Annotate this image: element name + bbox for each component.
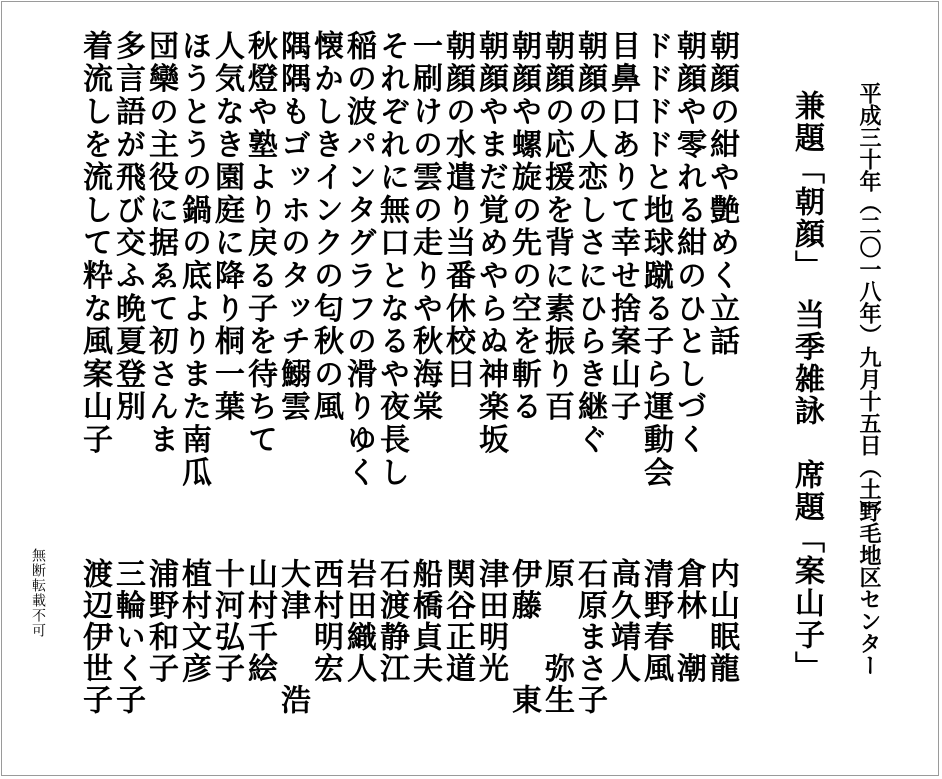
author-name: 関谷正道 — [440, 558, 475, 684]
author-name: 大津 浩 — [275, 558, 310, 716]
haiku-text: 一刷けの雲の走りや秋海棠 — [407, 30, 442, 424]
haiku-text: ほうとうの鍋の底よりまた南瓜 — [176, 30, 211, 490]
author-name: 浦野和子 — [143, 558, 178, 684]
haiku-text: 朝顔の紺や艶めく立話 — [704, 30, 739, 358]
haiku-text: 朝顔の応援を背に素振り百 — [539, 30, 574, 424]
haiku-text: 稲の波パンタグラフの滑りゆく — [341, 30, 376, 490]
haiku-text: 団欒の主役に据ゑて初さんま — [143, 30, 178, 457]
author-name: 岩田織人 — [341, 558, 376, 684]
haiku-text: 人気なき園庭に降り桐一葉 — [209, 30, 244, 424]
author-name: 石原まさ子 — [572, 558, 607, 716]
haiku-text: 隅隅もゴッホのタッチ鰯雲 — [275, 30, 310, 424]
haiku-text: それぞれに無口となるや夜長し — [374, 30, 409, 490]
author-name: 内山眠龍 — [704, 558, 739, 684]
haiku-text: 秋燈や塾より戻る子を待ちて — [242, 30, 277, 457]
haiku-text: 朝顔の水遣り当番休校日 — [440, 30, 475, 391]
author-name: 十河弘子 — [209, 558, 244, 684]
haiku-text: 着流しを流して粋な風案山子 — [77, 30, 112, 457]
author-name: 清野春風 — [638, 558, 673, 684]
author-name: 船橋貞夫 — [407, 558, 442, 684]
haiku-text: 朝顔や螺旋の先の空を斬る — [506, 30, 541, 424]
header-date: 平成三十年（二〇一八年）九月十五日（土） — [856, 82, 882, 522]
author-name: 高久靖人 — [605, 558, 640, 684]
author-name: 原 弥生 — [539, 558, 574, 716]
author-name: 山村千絵 — [242, 558, 277, 684]
haiku-text: 目鼻口ありて幸せ捨案山子 — [605, 30, 640, 424]
author-name: 石渡静江 — [374, 558, 409, 684]
author-name: 植村文彦 — [176, 558, 211, 684]
header-venue: 野毛地区センター — [856, 500, 882, 676]
author-name: 西村明宏 — [308, 558, 343, 684]
author-name: 倉林 潮 — [671, 558, 706, 684]
author-name: 伊藤 東 — [506, 558, 541, 716]
haiku-text: 朝顔やまだ覚めやらぬ神楽坂 — [473, 30, 508, 457]
author-name: 津田明光 — [473, 558, 508, 684]
haiku-text: ドドドドと地球蹴る子ら運動会 — [638, 30, 673, 490]
haiku-text: 朝顔の人恋しさにひらき継ぐ — [572, 30, 607, 457]
author-name: 三輪いく子 — [110, 558, 145, 716]
copyright-notice: 無断転載不可 — [30, 548, 46, 638]
author-name: 渡辺伊世子 — [77, 558, 112, 716]
header-topic: 兼題「朝顔」 当季雑詠 席題「案山子」 — [789, 90, 824, 683]
haiku-text: 朝顔や零れる紺のひとしづく — [671, 30, 706, 457]
haiku-text: 多言語が飛び交ふ晩夏登別 — [110, 30, 145, 424]
haiku-text: 懐かしきインクの匂秋の風 — [308, 30, 343, 424]
